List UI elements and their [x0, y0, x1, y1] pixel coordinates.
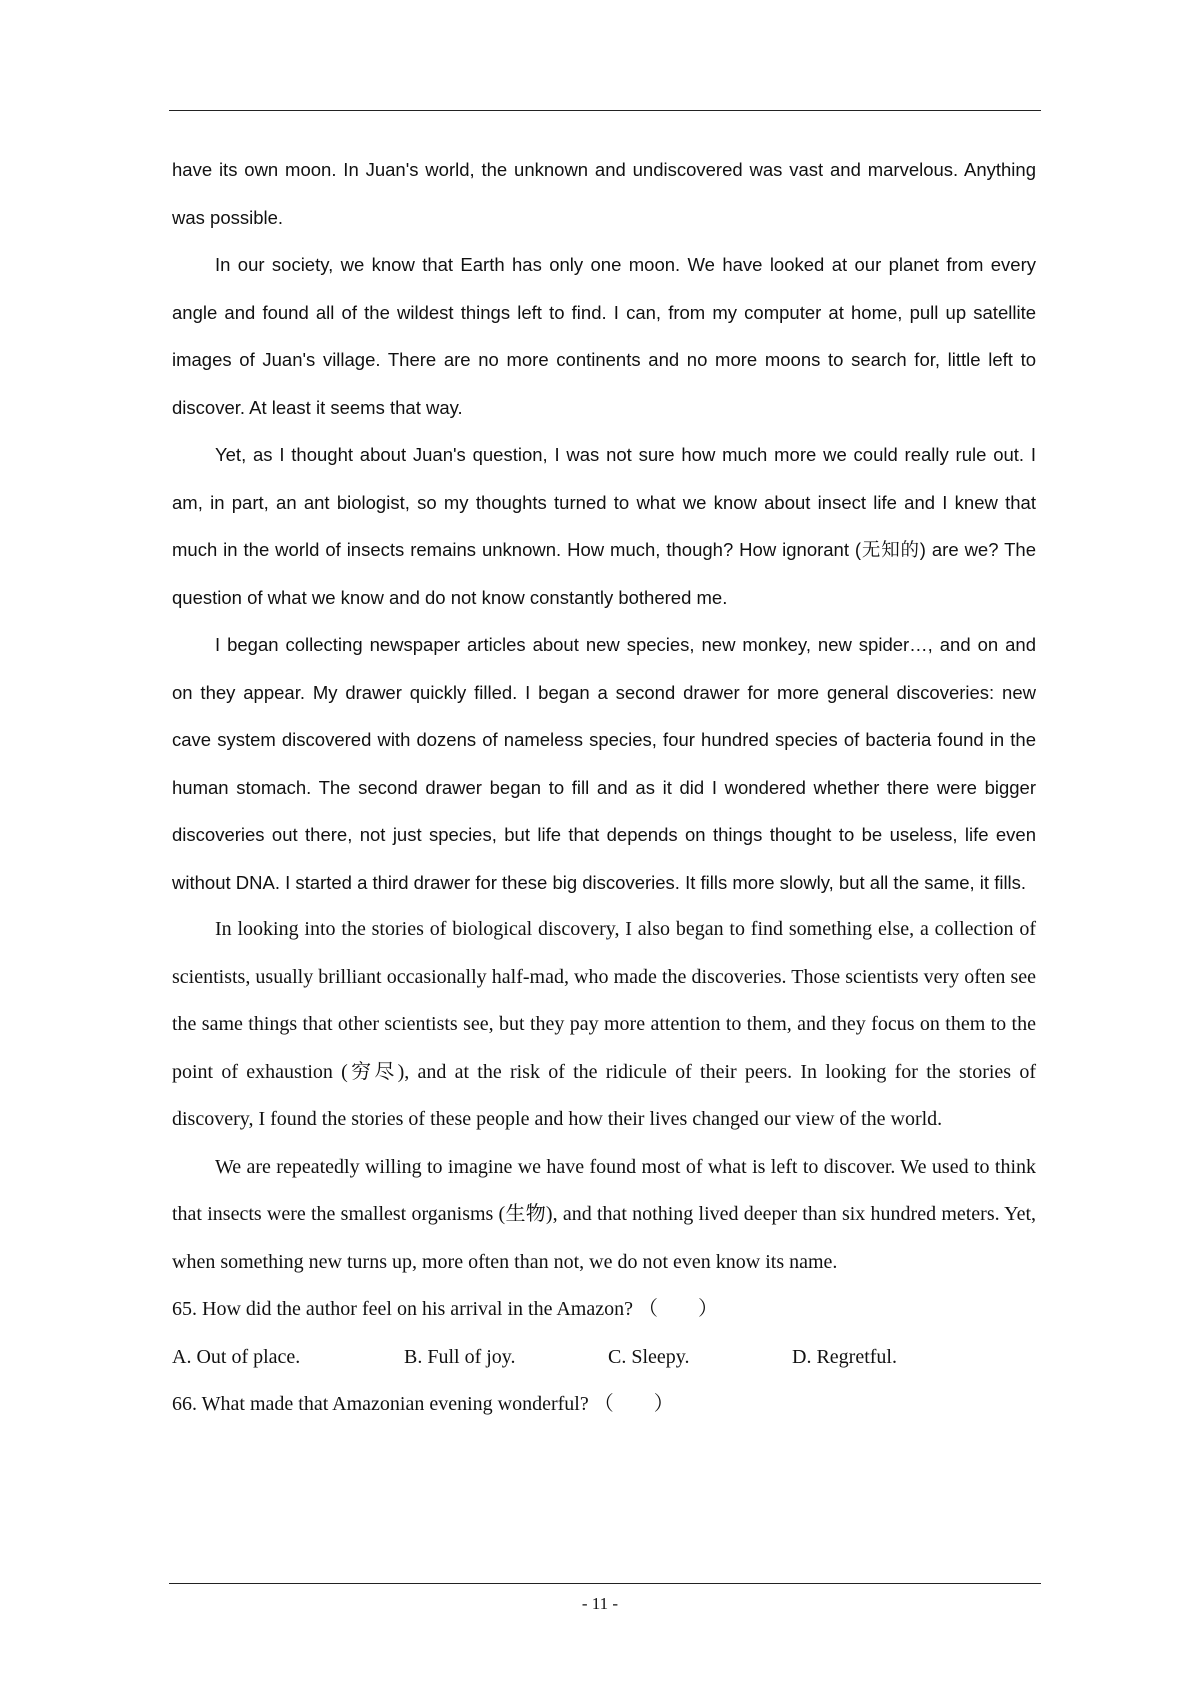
- option-c: C. Sleepy.: [608, 1345, 690, 1368]
- option-b: B. Full of joy.: [404, 1345, 516, 1368]
- header-rule: [169, 110, 1041, 111]
- paragraph-2: In our society, we know that Earth has only one moon. We have looked at our planet from every angle and found all of the wildest things left to find. I can, from my computer at home, pull up satellite images of Juan's village. There are no more continents and no more moons to search for, little left to discover. At least it seems that way.: [172, 254, 1036, 418]
- question-66: 66. What made that Amazonian evening wonderful? （ ）: [172, 1393, 674, 1415]
- page-number: - 11 -: [581, 1594, 619, 1613]
- paragraph-1: have its own moon. In Juan's world, the unknown and undiscovered was vast and marvelous. Anything was possible.: [172, 159, 1036, 228]
- paragraph-3: Yet, as I thought about Juan's question, I was not sure how much more we could really rule out. I am, in part, an ant biologist, so my thoughts turned to what we know about insect life and I knew that much in the world of insects remains unknown. How much, though? How ignorant (无知的) are we? The question of what we know and do not know constantly bothered me.: [172, 444, 1036, 608]
- page-content: [172, 146, 1036, 1429]
- paragraph-6: We are repeatedly willing to imagine we have found most of what is left to discover. We used to think that insects were the smallest organisms (生物), and that nothing lived deeper than six hundred meters. Yet, when something new turns up, more often than not, we do not even know its name.: [172, 1155, 1036, 1273]
- footer-rule: [169, 1583, 1041, 1584]
- question-65: 65. How did the author feel on his arrival in the Amazon? （ ）: [172, 1298, 718, 1320]
- paragraph-4: I began collecting newspaper articles about new species, new monkey, new spider…, and on and on they appear. My drawer quickly filled. I began a second drawer for more general discoveries: new cave system discovered with dozens of nameless species, four hundred species of bacteria found in the human stomach. The second drawer began to fill and as it did I wondered whether there were bigger discoveries out there, not just species, but life that depends on things thought to be useless, life even without DNA. I started a third drawer for these big discoveries. It fills more slowly, but all the same, it fills.: [172, 634, 1036, 893]
- option-d: D. Regretful.: [792, 1345, 897, 1368]
- question-65-options: [172, 1334, 1036, 1382]
- paragraph-5: In looking into the stories of biological discovery, I also began to find something else, a collection of scientists, usually brilliant occasionally half-mad, who made the discoveries. Those scientists very often see the same things that other scientists see, but they pay more attention to them, and they focus on them to the point of exhaustion (穷尽), and at the risk of the ridicule of their peers. In looking for the stories of discovery, I found the stories of these people and how their lives changed our view of the world.: [172, 918, 1036, 1130]
- option-a: A. Out of place.: [172, 1345, 301, 1368]
